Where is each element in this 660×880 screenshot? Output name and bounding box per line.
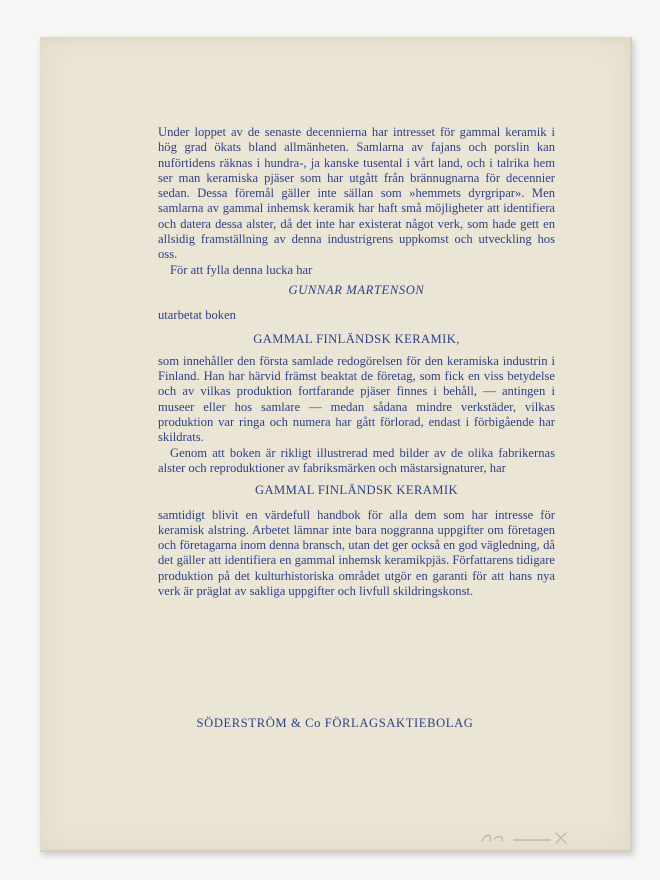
book-title-first: GAMMAL FINLÄNDSK KERAMIK, bbox=[253, 331, 460, 346]
intro-paragraph: Under loppet av de senaste decennierna har intresset för gammal keramik i hög grad ökats bland allmänheten. Samlarna av fajans och porslin kan nuförtidens räknas i hundra-, ja kanske tusental i vårt land, och i talrika hem ser man keramiska pjäser som har utgått från brännugnarna för decennier sedan. Dessa föremål gäller inte sällan som »hemmets dyrgripar». Men samlarna av gammal inhemsk keramik har haft små möjligheter att identifiera och datera dessa alster, då det inte har existerat något verk, som hade gett en allsidig framställning av denna industrigrens uppkomst och utveckling hos oss. bbox=[158, 125, 555, 262]
lead-in-paragraph: För att fylla denna lucka har bbox=[170, 262, 313, 277]
book-back-cover bbox=[40, 37, 632, 852]
connector-text: utarbetat boken bbox=[158, 308, 236, 323]
closing-paragraph: samtidigt blivit en värdefull handbok för alla dem som har intresse för keramisk alstring. Arbetet lämnar inte bara noggranna uppgifter om företagen och företagarna inom denna bransch, utan det ger också en god vägledning, då det gäller att identifiera en gammal inhemsk keramikpjäs. Författarens tidigare produktion på det kulturhistoriska området utgör en garanti för att hans nya verk är präglat av sakliga uppgifter och livfull skildringskonst. bbox=[158, 507, 555, 599]
publisher-name: SÖDERSTRÖM & Co FÖRLAGSAKTIEBOLAG bbox=[196, 716, 474, 730]
blurb-text-block bbox=[158, 125, 555, 599]
book-title-second: GAMMAL FINLÄNDSK KERAMIK bbox=[255, 483, 458, 498]
description-paragraph: som innehåller den första samlade redogörelsen för den keramiska industrin i Finland. Han har härvid främst beaktat de företag, som fick en viss betydelse och av vilkas produktion fortfarande pjäser finnes i behåll, — antingen i museer eller hos samlare — medan sådana mindre verkstäder, vilkas produktion var ringa och numera har gått förlorad, endast i förbigående har skildrats. bbox=[158, 353, 555, 445]
cover-edge-shading bbox=[40, 37, 630, 43]
pencil-scribble-icon bbox=[480, 827, 600, 847]
author-name: GUNNAR MARTENSON bbox=[288, 282, 425, 297]
illustration-paragraph: Genom att boken är rikligt illustrerad med bilder av de olika fabrikernas alster och reproduktioner av fabriksmärken och mästarsignaturer, har bbox=[158, 445, 555, 475]
